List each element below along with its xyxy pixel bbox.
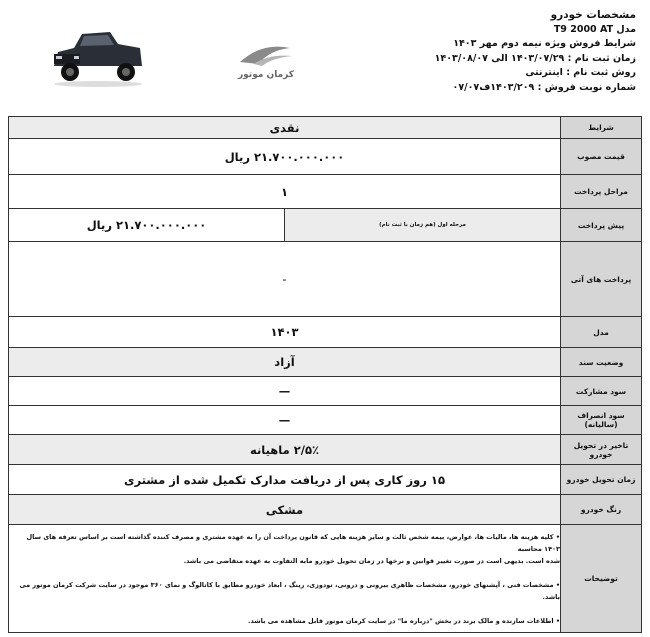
future-payments-value: - [9, 242, 561, 317]
brand-logo-mark-icon [232, 40, 300, 70]
prepayment-sub-label: مرحله اول (هم زمان با ثبت نام) [285, 209, 561, 242]
row-label: قیمت مصوب [561, 139, 642, 175]
table-row [9, 348, 642, 377]
note-item: • مشخصات فنی ، آپشنهای خودرو، مشخصات ظاهری بیرونی و درونی، تودوزی، رینگ ، ابعاد خودرو مطابق با کاتالوگ و نمای ۳۶۰ موجود در سایت شرکت کرمان موتور می باشد. [19, 580, 560, 601]
specs-title: مشخصات خودرو [550, 9, 636, 21]
row-label: توضیحات [561, 525, 642, 633]
row-label: پیش پرداخت [561, 209, 642, 242]
header [0, 0, 650, 116]
row-label: تاخیر در تحویل خودرو [561, 435, 642, 465]
note-item: • کلیه هزینه ها، مالیات ها، عوارض، بیمه شخص ثالث و سایر هزینه هایی که قانون پرداخت آن را به عهده مشتری و مصرف کننده گذاشته است بر اساس تعرفه های سال ۱۴۰۳ محاسبه [26, 532, 560, 553]
sales-conditions-table [8, 116, 642, 633]
row-label: شرایط [561, 117, 642, 139]
conditions-line: شرایط فروش ویژه نیمه دوم مهر ۱۴۰۳ [453, 38, 636, 49]
model-value: ۱۴۰۳ [9, 317, 561, 348]
registration-method: روش ثبت نام : اینترنتی [525, 67, 636, 78]
brand-logo-text: کرمان موتور [237, 70, 295, 80]
sale-number: شماره نوبت فروش : ۱۴۰۳/۲۰۹ف۰۷/۰۷ [452, 81, 636, 93]
delivery-delay-value: ۲/۵٪ ماهیانه [9, 435, 561, 465]
specs-block [336, 8, 636, 95]
participation-profit-value: — [9, 377, 561, 406]
table-row [9, 175, 642, 209]
table-row [9, 377, 642, 406]
table-row [9, 525, 642, 633]
table-row [9, 117, 642, 139]
row-label: زمان تحویل خودرو [561, 465, 642, 495]
table-row [9, 209, 642, 242]
table-row [9, 435, 642, 465]
payment-stages-value: ۱ [9, 175, 561, 209]
row-label: سود مشارکت [561, 377, 642, 406]
document-status-value: آزاد [9, 348, 561, 377]
row-label: مدل [561, 317, 642, 348]
table-row [9, 465, 642, 495]
note-item: • اطلاعات سازنده و مالک برند در بخش "درباره ما" در سایت کرمان موتور قابل مشاهده می باشد. [247, 616, 560, 625]
row-label: رنگ خودرو [561, 495, 642, 525]
table-row [9, 406, 642, 435]
table-row [9, 495, 642, 525]
table-row [9, 317, 642, 348]
prepayment-value: ۲۱.۷۰۰.۰۰۰.۰۰۰ ریال [9, 209, 285, 242]
conditions-value: نقدی [9, 117, 561, 139]
row-label: مراحل پرداخت [561, 175, 642, 209]
pickup-truck-image [48, 14, 146, 98]
row-label: پرداخت های آتی [561, 242, 642, 317]
notes-list [9, 525, 561, 633]
table-row [9, 242, 642, 317]
note-item: شده است. بدیهی است در صورت تغییر قوانین و نرخها در زمان تحویل خودرو مابه التفاوت به عهده متقاضی می باشد. [183, 556, 560, 565]
registration-time: زمان ثبت نام : ۱۴۰۳/۰۷/۲۹ الی ۱۴۰۳/۰۸/۰۷ [434, 52, 636, 64]
delivery-time-value: ۱۵ روز کاری پس از دریافت مدارک تکمیل شده از مشتری [9, 465, 561, 495]
cancellation-profit-value: — [9, 406, 561, 435]
brand-logo [232, 40, 300, 86]
row-label: سود انصراف (سالیانه) [561, 406, 642, 435]
approved-price-value: ۲۱.۷۰۰.۰۰۰.۰۰۰ ریال [9, 139, 561, 175]
model-line: مدل T9 2000 AT [553, 23, 636, 35]
table-row [9, 139, 642, 175]
row-label: وضعیت سند [561, 348, 642, 377]
car-color-value: مشکی [9, 495, 561, 525]
